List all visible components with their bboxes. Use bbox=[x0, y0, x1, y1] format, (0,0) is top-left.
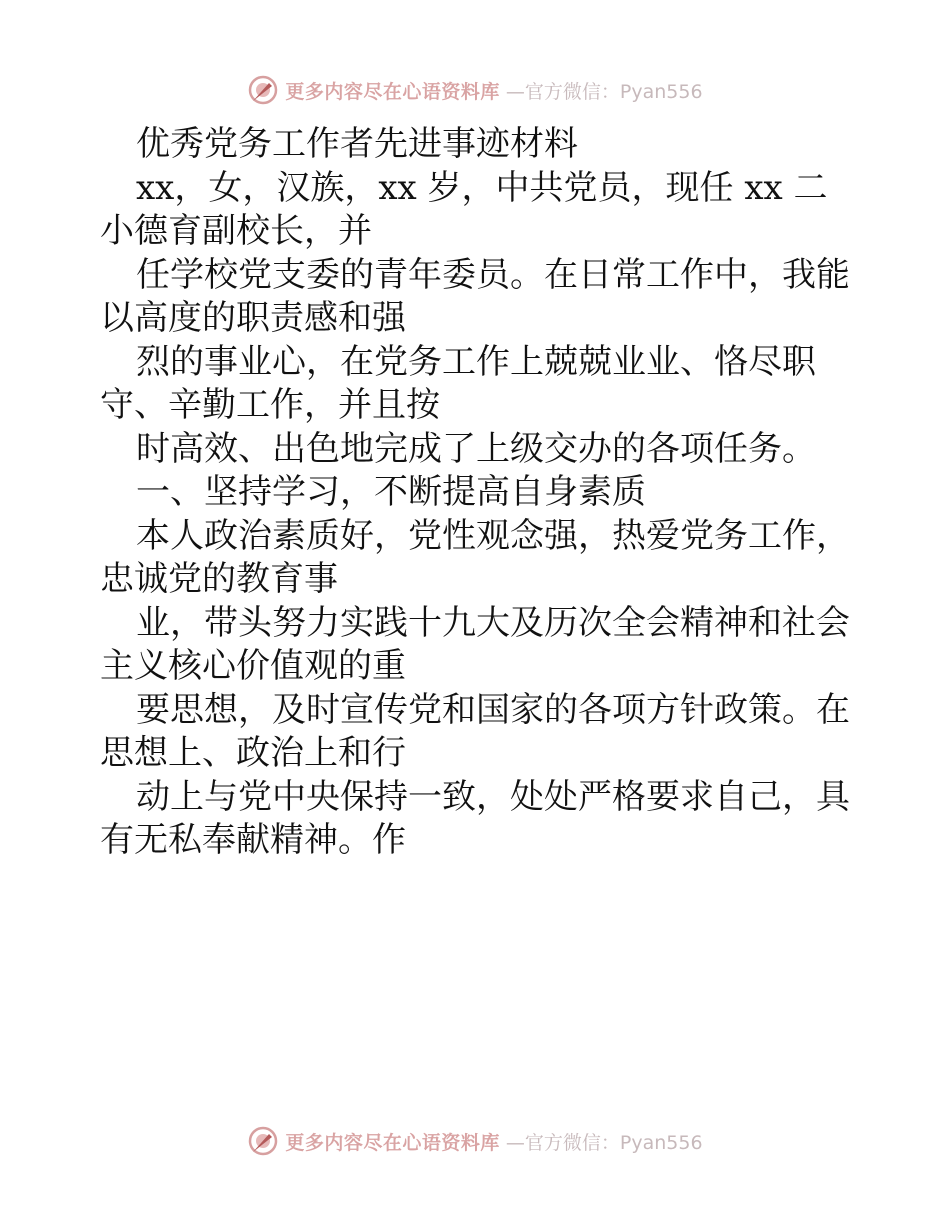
quill-logo-icon bbox=[247, 1125, 279, 1157]
document-title: 优秀党务工作者先进事迹材料 bbox=[136, 124, 578, 164]
text-line: 以高度的职责感和强 bbox=[100, 298, 406, 338]
watermark-suffix-text: —官方微信：Pyan556 bbox=[505, 1131, 703, 1154]
header-watermark bbox=[0, 70, 950, 110]
text-line: 有无私奉献精神。作 bbox=[100, 820, 406, 860]
watermark-main-text: 更多内容尽在心语资料库 bbox=[285, 80, 500, 103]
quill-logo-icon bbox=[247, 74, 279, 106]
text-line: xx，女，汉族，xx 岁，中共党员，现任 xx 二 bbox=[136, 167, 828, 208]
text-line: 时高效、出色地完成了上级交办的各项任务。 bbox=[136, 428, 816, 469]
text-line: 动上与党中央保持一致，处处严格要求自己，具 bbox=[136, 776, 850, 817]
watermark-suffix-text: —官方微信：Pyan556 bbox=[505, 80, 703, 103]
text-line: 主义核心价值观的重 bbox=[100, 646, 406, 686]
text-line: 小德育副校长，并 bbox=[100, 211, 372, 251]
text-line: 守、辛勤工作，并且按 bbox=[100, 385, 440, 425]
text-line: 本人政治素质好，党性观念强，热爱党务工作， bbox=[136, 515, 850, 556]
watermark-main-text: 更多内容尽在心语资料库 bbox=[285, 1131, 500, 1154]
document-body bbox=[100, 123, 860, 863]
text-line: 思想上、政治上和行 bbox=[100, 733, 406, 773]
text-line: 忠诚党的教育事 bbox=[100, 559, 338, 599]
footer-watermark bbox=[0, 1121, 950, 1161]
text-line: 烈的事业心，在党务工作上兢兢业业、恪尽职 bbox=[136, 341, 816, 382]
text-line: 任学校党支委的青年委员。在日常工作中，我能 bbox=[136, 254, 850, 295]
section-heading: 一、坚持学习，不断提高自身素质 bbox=[136, 472, 646, 512]
text-line: 业，带头努力实践十九大及历次全会精神和社会 bbox=[136, 602, 850, 643]
text-line: 要思想，及时宣传党和国家的各项方针政策。在 bbox=[136, 689, 850, 730]
